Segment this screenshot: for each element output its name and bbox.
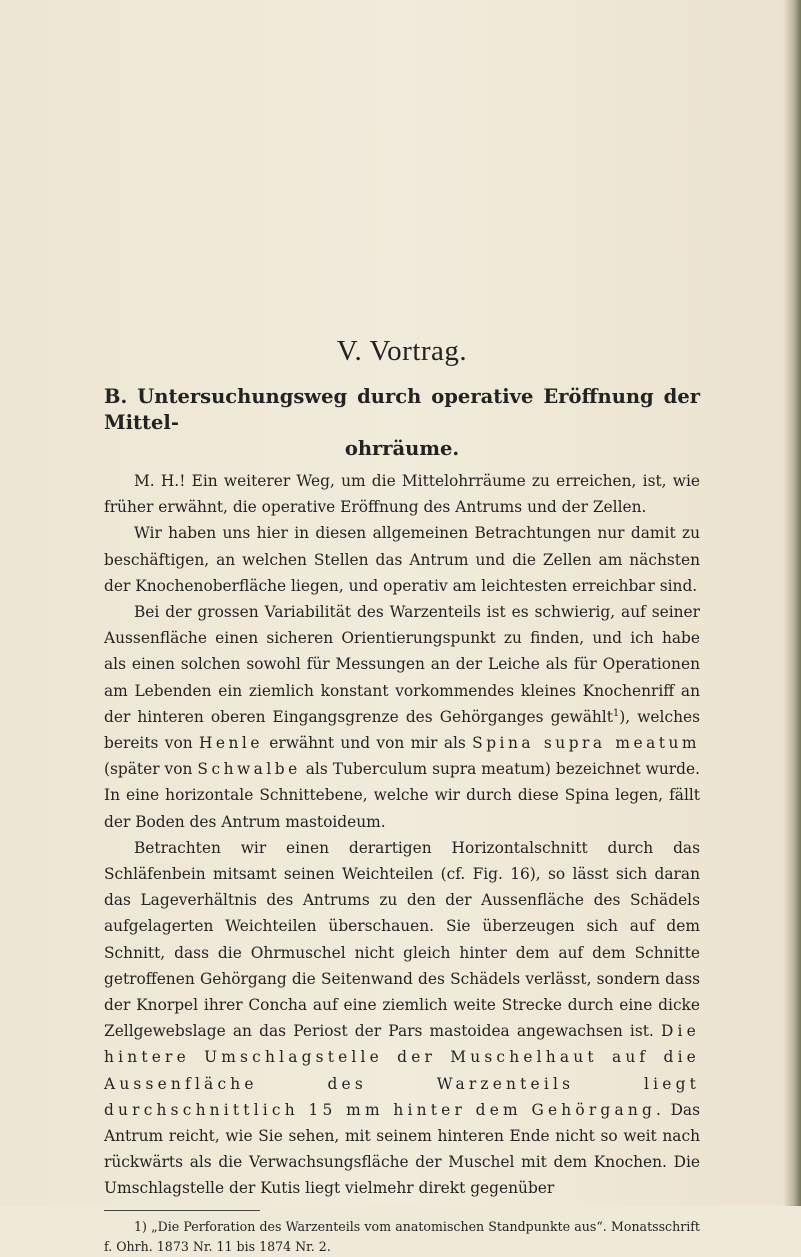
paragraph-4-spaced-emphasis: Die hintere Umschlagstelle der Muschelhaut auf die Aussenfläche des Warzenteils liegt durchschnittlich 15 mm hinter dem Gehörgang. [104,1022,700,1119]
author-name-schwalbe: Schwalbe [197,760,301,779]
paragraph-4 [104,835,700,1202]
section-title [104,384,700,462]
section-title-line2: ohrräume. [344,437,460,460]
section-title-line1: B. Untersuchungsweg durch operative Eröffnung der Mittel- [104,385,700,434]
footnote: 1) „Die Perforation des Warzenteils vom anatomischen Standpunkte aus“. Monatsschrift f. Ohrh. 1873 Nr. 11 bis 1874 Nr. 2. [104,1218,700,1254]
paragraph-2: Wir haben uns hier in diesen allgemeinen Betrachtungen nur damit zu beschäftigen, an welchen Stellen das Antrum und die Zellen am nächsten der Knochenoberfläche liegen, und operativ am leichtesten erreichbar sind. [104,524,700,595]
paragraph-4-text-a: Betrachten wir einen derartigen Horizontalschnitt durch das Schläfenbein mitsamt seinen Weichteilen (cf. Fig. 16), so lässt sich daran das Lageverhältnis des Antrums zu den der Aussenfläche des Schädels aufgelagerten Weichteilen überschauen. Sie überzeugen sich auf dem Schnitt, dass die Ohrmuschel nicht gleich hinter dem auf dem Schnitte getroffenen Gehörgang die Seitenwand des Schädels verlässt, sondern dass der Knorpel ihrer Concha auf eine ziemlich weite Strecke durch eine dicke Zellgewebslage an das Periost der Pars mastoidea angewachsen ist. [104,838,700,1041]
term-spina-supra-meatum: Spina supra meatum [472,734,700,753]
paragraph-3-text-e: als Tuberculum supra meatum) bezeichnet wurde. In eine horizontale Schnittebene, welche wir durch diese Spina legen, fällt der Boden des Antrum mastoideum. [104,760,700,831]
footnote-reference: 1 [612,707,620,719]
author-name-henle: Henle [198,734,263,753]
paragraph-3 [104,599,700,835]
page-content [104,335,700,1257]
footnote-divider [104,1210,260,1211]
page-edge-shadow [783,0,801,1206]
paragraph-1: M. H.! Ein weiterer Weg, um die Mittelohrräume zu erreichen, ist, wie früher erwähnt, die operative Eröffnung des Antrums und der Zellen. [104,472,700,517]
paragraph-3-text-b: ), welches bereits von [104,707,700,753]
chapter-title: V. Vortrag. [336,335,468,367]
paragraph-3-text-a: Bei der grossen Variabilität des Warzenteils ist es schwierig, auf seiner Aussenfläche einen sicheren Orientierungspunkt zu finden, und ich habe als einen solchen sowohl für Messungen an der Leiche als für Operationen am Lebenden ein ziemlich konstant vorkommendes kleines Knochenriff an der hinteren oberen Eingangsgrenze des Gehörganges gewählt [104,603,700,726]
paragraph-3-text-d: (später von [104,760,193,779]
paragraph-4-text-b: Das Antrum reicht, wie Sie sehen, mit seinem hinteren Ende nicht so weit nach rückwärts als die Verwachsungsfläche der Muschel mit dem Knochen. Die Umschlagstelle der Kutis liegt vielmehr direkt gegenüber [104,1100,700,1198]
paragraph-3-text-c: erwähnt und von mir als [269,734,466,753]
